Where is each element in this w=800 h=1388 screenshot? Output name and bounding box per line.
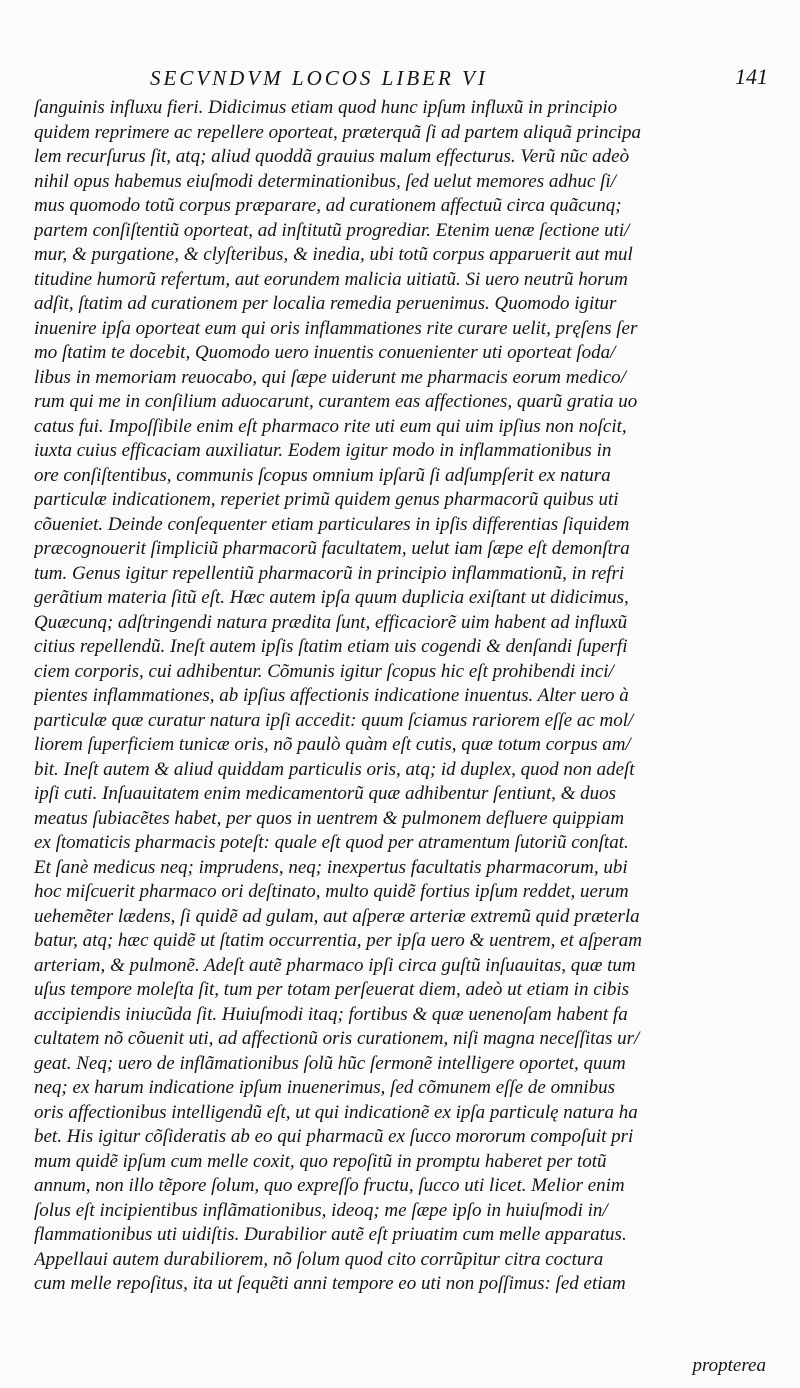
text-line: particulӕ quӕ curatur natura ipſi accedit: quum ſciamus rariorem eſſe ac mol/ bbox=[34, 709, 634, 731]
text-line: gerãtium materia ſitũ eſt. Hӕc autem ipſa quum duplicia exiſtant ut didicimus, bbox=[34, 587, 629, 608]
text-line: inuenire ipſa oporteat eum qui oris inflammationes rite curare uelit, pręſens ſer bbox=[34, 317, 638, 339]
text-line: pientes inflammationes, ab ipſius affectionis indicatione inuentus. Alter uero à bbox=[34, 685, 629, 706]
text-line: quidem reprimere ac repellere oporteat, prӕterquã ſi ad partem aliquã principa bbox=[34, 121, 642, 143]
text-line: flammationibus uti uidiſtis. Durabilior autẽ eſt priuatim cum melle apparatus. bbox=[34, 1224, 627, 1245]
running-head: SECVNDVM LOCOS LIBER VI bbox=[150, 66, 488, 90]
text-line: Quӕcunq; adſtringendi natura prӕdita ſunt, efficaciorẽ uim habent ad influxũ bbox=[34, 611, 628, 633]
text-line: adſit, ſtatim ad curationem per localia remedia peruenimus. Quomodo igitur bbox=[34, 293, 617, 314]
text-line: mur, & purgatione, & clyſteribus, & inedia, ubi totũ corpus apparuerit aut mul bbox=[34, 244, 633, 265]
text-line: particulӕ indicationem, reperiet primũ quidem genus pharmacorũ quibus uti bbox=[34, 489, 619, 510]
text-line: Appellaui autem durabiliorem, nõ ſolum quod cito corrũpitur citra coctura bbox=[34, 1248, 604, 1270]
page-header bbox=[30, 64, 772, 94]
text-line: ex ſtomaticis pharmacis poteſt: quale eſt quod per atramentum ſutoriũ conſtat. bbox=[34, 832, 629, 853]
text-line: batur, atq; hӕc quidẽ ut ſtatim occurrentia, per ipſa uero & uentrem, et aſperam bbox=[34, 930, 642, 951]
text-line: mus quomodo totũ corpus prӕparare, ad curationem affectuũ circa quãcunq; bbox=[34, 195, 622, 216]
text-line: catus fui. Impoſſibile enim eſt pharmaco rite uti eum qui uim ipſius non noſcit, bbox=[34, 415, 627, 437]
catchword: propterea bbox=[692, 1355, 766, 1376]
text-line: geat. Neq; uero de inflãmationibus ſolũ hũc ſermonẽ intelligere oportet, quum bbox=[34, 1052, 626, 1074]
text-line: ciem corporis, cui adhibentur. Cõmunis igitur ſcopus hic eſt prohibendi inci/ bbox=[34, 660, 614, 682]
text-line: libus in memoriam reuocabo, qui ſӕpe uiderunt me pharmacis eorum medico/ bbox=[34, 366, 626, 388]
text-line: iuxta cuius efficaciam auxiliatur. Eodem igitur modo in inflammationibus in bbox=[34, 440, 612, 461]
text-line: mo ſtatim te docebit, Quomodo uero inuentis conuenienter uti oporteat ſoda/ bbox=[34, 342, 616, 363]
text-line: ſanguinis influxu fieri. Didicimus etiam quod hunc ipſum influxũ in principio bbox=[34, 97, 618, 118]
text-line: prӕcognouerit ſimpliciũ pharmacorũ facultatem, uelut iam ſӕpe eſt demonſtra bbox=[34, 538, 630, 559]
text-line: rum qui me in conſilium aduocarunt, curantem eas affectiones, quarũ gratia uo bbox=[34, 391, 638, 412]
text-line: hoc miſcuerit pharmaco ori deſtinato, multo quidẽ fortius ipſum reddet, uerum bbox=[34, 881, 629, 902]
text-line: cultatem nõ cõuenit uti, ad affectionũ oris curationem, niſi magna neceſſitas ur/ bbox=[34, 1028, 640, 1049]
text-line: citius repellendũ. Ineſt autem ipſis ſtatim etiam uis cogendi & denſandi ſuperfi bbox=[34, 636, 628, 657]
text-line: bet. His igitur cõſideratis ab eo qui pharmacũ ex ſucco mororum compoſuit pri bbox=[34, 1126, 634, 1147]
text-line: meatus ſubiacẽtes habet, per quos in uentrem & pulmonem defluere quippiam bbox=[34, 807, 625, 829]
text-line: lem recurſurus ſit, atq; aliud quoddã grauius malum effecturus. Verũ nũc adeò bbox=[34, 146, 630, 167]
text-line: uehemẽter lӕdens, ſi quidẽ ad gulam, aut aſperӕ arteriӕ extremũ quid prӕterla bbox=[34, 905, 640, 927]
text-line: liorem ſuperficiem tunicӕ oris, nõ paulò quàm eſt cutis, quӕ totum corpus am/ bbox=[34, 734, 631, 755]
text-line: partem conſiſtentiũ oporteat, ad inſtitutũ progrediar. Etenim uenӕ ſectione uti/ bbox=[34, 219, 630, 241]
text-line: cum melle repoſitus, ita ut ſequẽti anni tempore eo uti non poſſimus: ſed etiam bbox=[34, 1273, 626, 1294]
text-line: titudine humorũ refertum, aut eorundem malicia uitiatũ. Si uero neutrũ horum bbox=[34, 268, 628, 290]
text-line: oris affectionibus intelligendũ eſt, ut qui indicationẽ ex ipſa particulę natura ha bbox=[34, 1101, 638, 1123]
text-line: accipiendis iniucũda ſit. Huiuſmodi itaq; fortibus & quӕ uenenoſam habent fa bbox=[34, 1003, 628, 1025]
text-line: ſolus eſt incipientibus inflãmationibus, ideoq; me ſӕpe ipſo in huiuſmodi in/ bbox=[34, 1199, 608, 1221]
text-line: neq; ex harum indicatione ipſum inuenerimus, ſed cõmunem eſſe de omnibus bbox=[34, 1077, 615, 1098]
text-line: bit. Ineſt autem & aliud quiddam particulis oris, atq; id duplex, quod non adeſt bbox=[34, 758, 635, 780]
body-text bbox=[34, 96, 774, 1297]
text-line: cõueniet. Deinde conſequenter etiam particulares in ipſis differentias ſiquidem bbox=[34, 513, 630, 535]
text-line: nihil opus habemus eiuſmodi determinationibus, ſed uelut memores adhuc ſi/ bbox=[34, 170, 616, 192]
text-line: arteriam, & pulmonẽ. Adeſt autẽ pharmaco ipſi circa guſtũ inſuauitas, quӕ tum bbox=[34, 954, 636, 976]
text-line: uſus tempore moleſta ſit, tum per totam perſeuerat diem, adeò ut etiam in cibis bbox=[34, 979, 630, 1000]
text-line: ipſi cuti. Inſuauitatem enim medicamentorũ quӕ adhibentur ſentiunt, & duos bbox=[34, 783, 617, 804]
page-number: 141 bbox=[735, 64, 768, 89]
text-line: mum quidẽ ipſum cum melle coxit, quo repoſitũ in promptu haberet per totũ bbox=[34, 1150, 607, 1172]
text-line: Et ſanè medicus neq; imprudens, neq; inexpertus facultatis pharmacorum, ubi bbox=[34, 856, 628, 878]
text-line: tum. Genus igitur repellentiũ pharmacorũ in principio inflammationũ, in refri bbox=[34, 562, 625, 584]
text-line: ore conſiſtentibus, communis ſcopus omnium ipſarũ ſi adſumpſerit ex natura bbox=[34, 464, 611, 486]
text-line: annum, non illo tẽpore ſolum, quo expreſſo fructu, ſucco uti licet. Melior enim bbox=[34, 1175, 625, 1196]
